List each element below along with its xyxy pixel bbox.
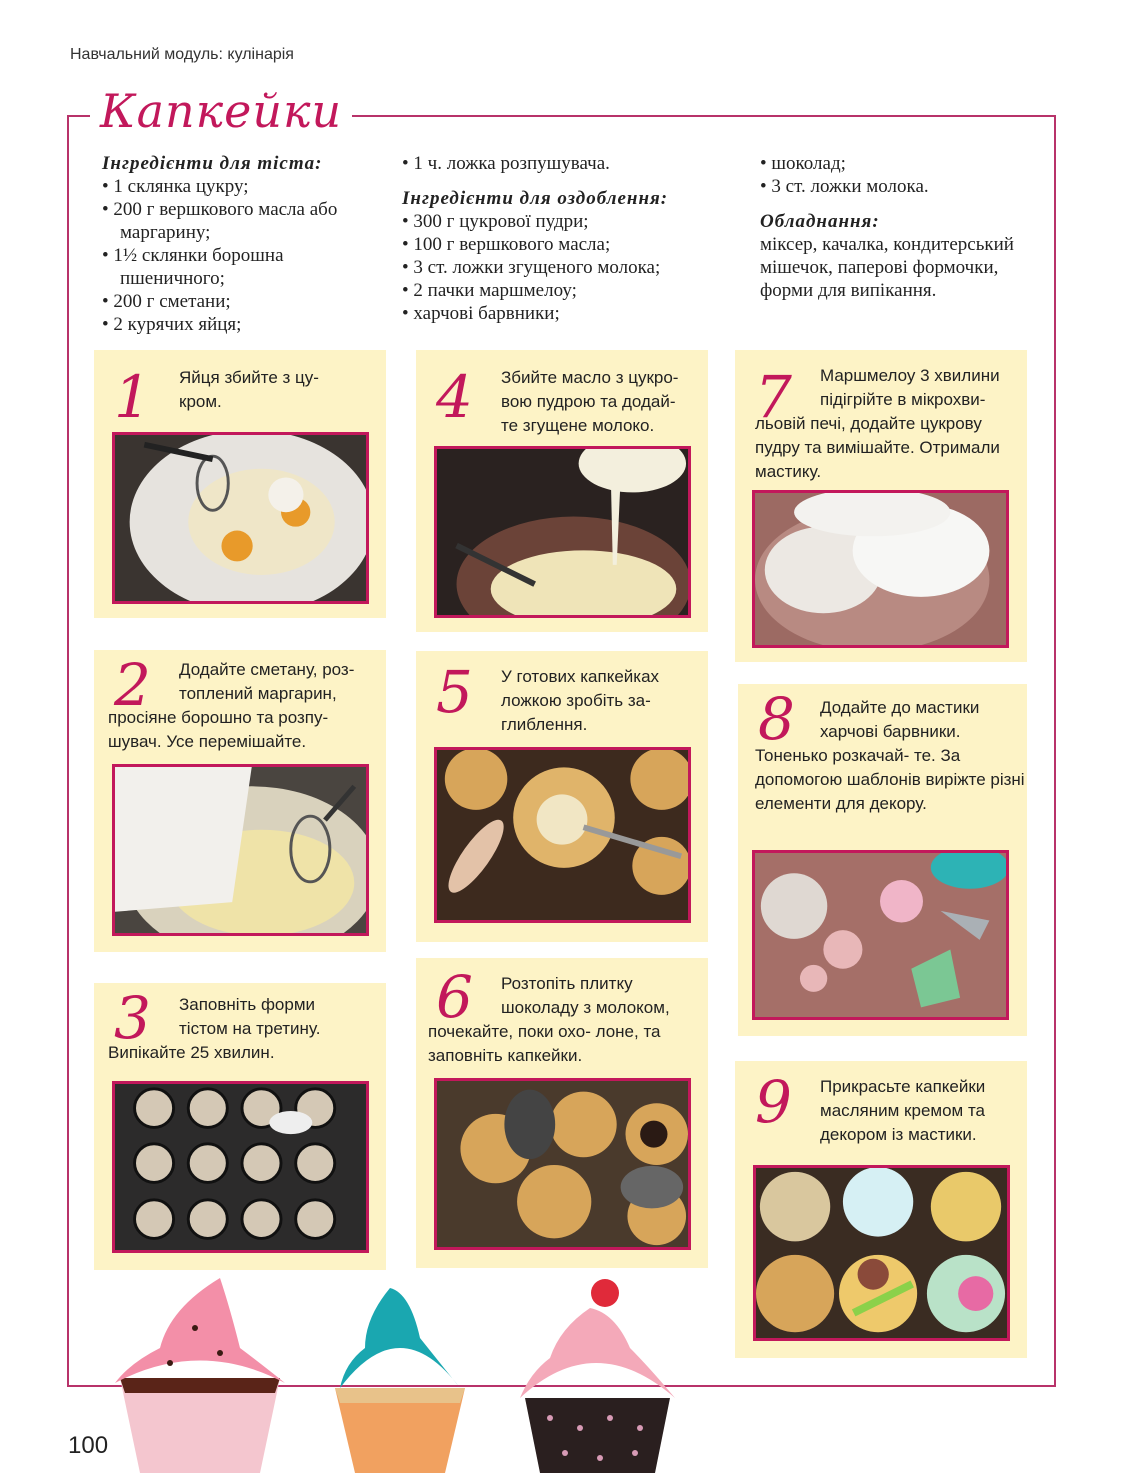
step-card-3 [94,983,386,1270]
step-card-2 [94,650,386,952]
step-number: 6 [436,963,473,1031]
list-item: • 100 г вершкового масла; [402,233,742,256]
equipment-heading: Обладнання: [760,211,880,232]
step-number: 9 [755,1068,792,1136]
dough-heading: Інгредієнти для тіста: [102,153,323,174]
step-text: У готових капкейках ложкою зробіть за- глиблення. [501,667,660,734]
equipment-text: міксер, качалка, кондитерський мішечок, паперові формочки, форми для випікання. [760,234,1014,301]
step-card-6 [416,958,708,1268]
step-photo-mixing [112,764,369,936]
decor-ingredients [402,152,742,325]
module-header: Навчальний модуль: кулінарія [70,46,294,63]
extra-list [760,152,1045,198]
step-photo-bowl-eggs [112,432,369,604]
step-number: 8 [758,685,795,753]
list-item: • 3 ст. ложки молока. [760,175,1045,198]
equipment-column [760,152,1045,302]
step-photo-decorated-cupcakes [753,1165,1010,1341]
step-text: Маршмелоу 3 хвилини підігрійте в мікрохви- льовій печі, додайте цукрову пудру та вимішайте. Отримали мастику. [755,366,1000,481]
list-item: • 2 курячих яйця; [102,313,382,336]
dough-list [102,175,382,336]
step-number: 7 [755,363,792,431]
step-number: 1 [114,363,151,431]
decorative-cupcakes [110,1268,690,1473]
step-text: Розтопіть плитку шоколаду з молоком, почекайте, поки охо- лоне, та заповніть капкейки. [428,974,670,1065]
step-text: Прикрасьте капкейки масляним кремом та декором із мастики. [820,1077,986,1144]
step-number: 2 [114,651,151,719]
step-photo-fondant-decor [752,850,1009,1020]
step-photo-chocolate-fill [434,1078,691,1250]
pink-cupcake-image [115,1278,285,1473]
step-text: Додайте сметану, роз- топлений маргарин, просіяне борошно та розпу- шувач. Усе перемішайте. [108,660,355,751]
list-item: • 1½ склянки борошна пшеничного; [102,244,382,290]
step-card-9 [735,1061,1027,1358]
list-item: • 300 г цукрової пудри; [402,210,742,233]
step-text: Заповніть форми тістом на третину. Випікайте 25 хвилин. [108,995,321,1062]
step-photo-butter-milk [434,446,691,618]
step-photo-muffin-tray [112,1081,369,1253]
list-item: • 2 пачки маршмелоу; [402,279,742,302]
list-item: • 3 ст. ложки згущеного молока; [402,256,742,279]
list-item: • 1 ч. ложка розпушувача. [402,152,742,175]
step-number: 5 [436,658,473,726]
step-photo-marshmallow [752,490,1009,648]
list-item: • 200 г вершкового масла або маргарину; [102,198,382,244]
title-wrap [90,84,352,138]
step-card-4 [416,350,708,632]
page-number: 100 [68,1432,109,1459]
baking-powder-list [402,152,742,175]
step-number: 3 [114,984,151,1052]
step-card-1 [94,350,386,618]
page-title: Капкейки [100,84,343,138]
step-photo-cupcakes-spoon [434,747,691,923]
step-text: Збийте масло з цукро- вою пудрою та додай- те згущене молоко. [501,368,679,435]
step-text: Яйця збийте з цу- кром. [179,368,319,411]
step-number: 4 [436,363,473,431]
step-card-8 [738,684,1027,1036]
list-item: • 1 склянка цукру; [102,175,382,198]
decor-heading: Інгредієнти для оздоблення: [402,188,669,209]
step-card-7 [735,350,1027,662]
step-card-5 [416,651,708,942]
list-item: • шоколад; [760,152,1045,175]
teal-cupcake-image [335,1288,465,1473]
dough-ingredients [102,152,382,336]
list-item: • харчові барвники; [402,302,742,325]
strawberry-cupcake-image [520,1279,675,1473]
step-text: Додайте до мастики харчові барвники. Тоненько розкачай- те. За допомогою шаблонів виріжте різні елементи для декору. [755,698,1025,813]
decor-list [402,210,742,325]
list-item: • 200 г сметани; [102,290,382,313]
